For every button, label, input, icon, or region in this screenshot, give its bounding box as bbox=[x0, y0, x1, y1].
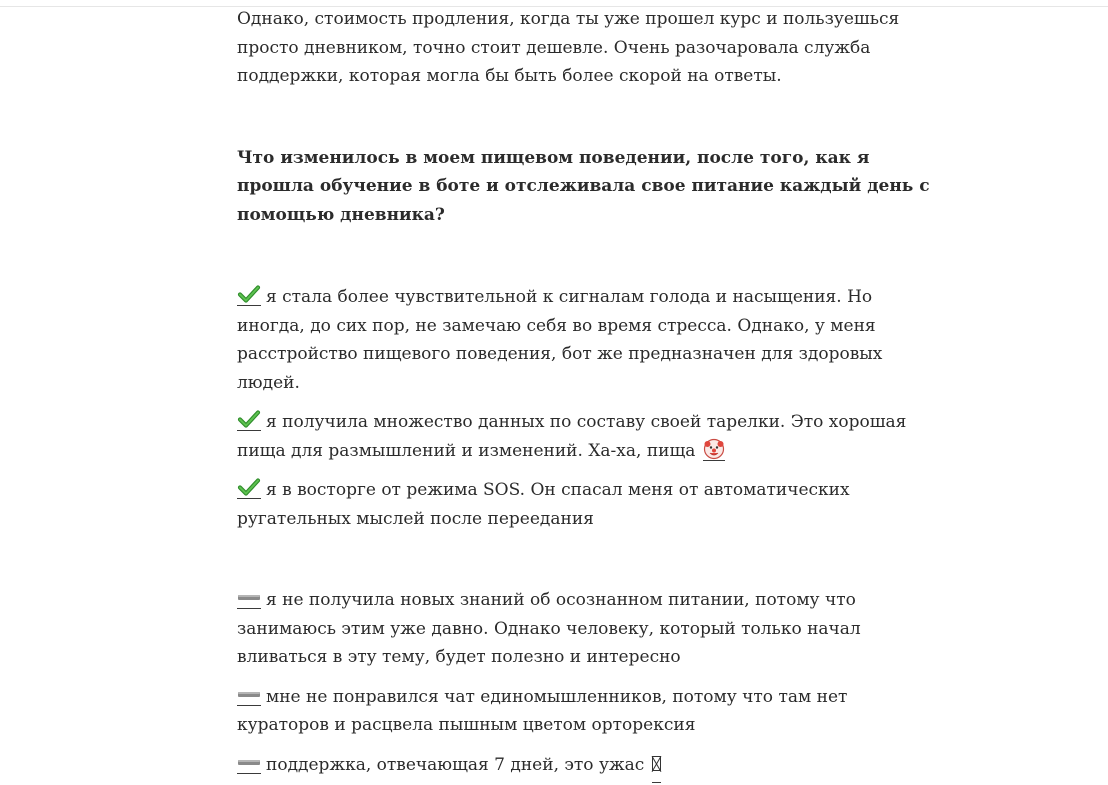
pros-item bbox=[237, 283, 937, 397]
minus-sign-icon bbox=[237, 751, 261, 773]
cons-item bbox=[237, 751, 937, 780]
missing-glyph-icon bbox=[650, 751, 661, 780]
minus-sign-icon bbox=[237, 683, 261, 705]
pros-item bbox=[237, 408, 937, 465]
check-mark-icon bbox=[237, 283, 261, 305]
section-heading: Что изменилось в моем пищевом поведении, после того, как я прошла обучение в боте и отслеживала свое питание каждый день с помощью дневника? bbox=[237, 147, 930, 225]
check-mark-icon bbox=[237, 476, 261, 498]
cons-item bbox=[237, 683, 937, 740]
article-body bbox=[237, 5, 937, 779]
cons-item-text: я не получила новых знаний об осознанном питании, потому что занимаюсь этим уже давно. Однако человеку, который только начал вливаться в эту тему, будет полезно и интересно bbox=[237, 590, 861, 667]
clown-face-icon bbox=[703, 438, 725, 460]
cons-item-text: мне не понравился чат единомышленников, потому что там нет кураторов и расцвела пышным цветом орторексия bbox=[237, 686, 848, 735]
intro-paragraph: Однако, стоимость продления, когда ты уже прошел курс и пользуешься просто дневником, точно стоит дешевле. Очень разочаровала служба поддержки, которая могла бы быть более скорой на ответы. bbox=[237, 9, 900, 86]
cons-item bbox=[237, 586, 937, 672]
cons-item-text: поддержка, отвечающая 7 дней, это ужас bbox=[266, 754, 645, 775]
pros-item-text: я получила множество данных по составу своей тарелки. Это хорошая пища для размышлений и изменений. Ха-ха, пища bbox=[237, 412, 907, 461]
minus-sign-icon bbox=[237, 586, 261, 608]
pros-item-text: я в восторге от режима SOS. Он спасал меня от автоматических ругательных мыслей после переедания bbox=[237, 480, 850, 529]
pros-item-text: я стала более чувствительной к сигналам голода и насыщения. Но иногда, до сих пор, не замечаю себя во время стресса. Однако, у меня расстройство пищевого поведения, бот же предназначен для здоровых людей. bbox=[237, 287, 883, 393]
check-mark-icon bbox=[237, 408, 261, 430]
pros-item bbox=[237, 476, 937, 533]
